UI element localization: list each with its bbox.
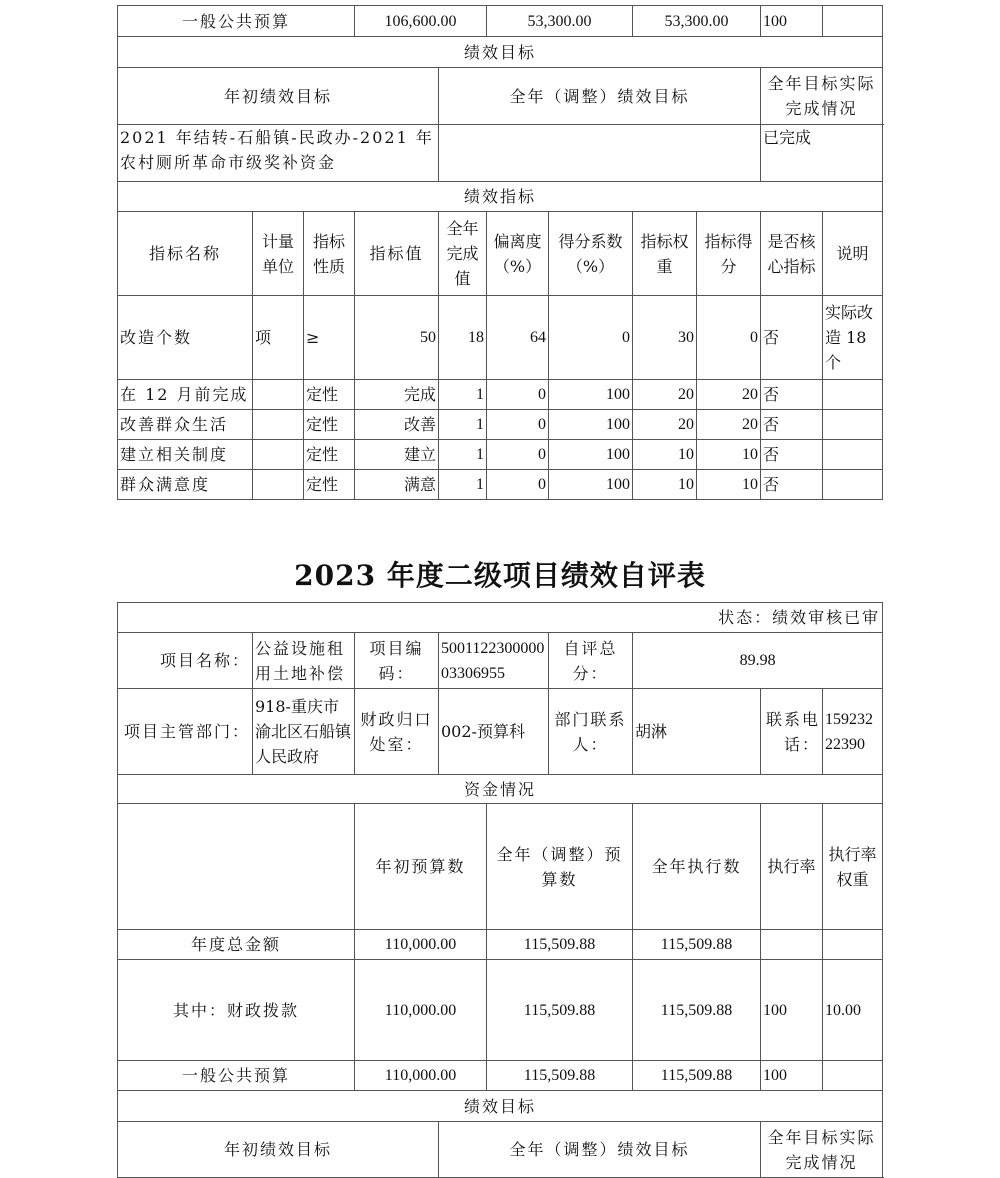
funds-row-label: 年度总金额	[118, 930, 355, 960]
phone: 15923222390	[823, 689, 883, 775]
funds-row-label: 一般公共预算	[118, 1061, 355, 1091]
indicator-header-name: 指标名称	[118, 212, 253, 296]
funds-header-adjusted: 全年（调整）预算数	[487, 804, 633, 930]
indicator-deviation: 64	[487, 296, 549, 380]
indicator-name: 在 12 月前完成	[118, 380, 253, 410]
indicator-header-row	[118, 212, 883, 296]
perf-goal-title: 绩效目标	[118, 37, 883, 68]
indicator-header-weight: 指标权重	[633, 212, 697, 296]
contact: 胡淋	[633, 689, 761, 775]
indicator-nature: 定性	[304, 410, 355, 440]
perf-goal-title-2: 绩效目标	[118, 1091, 883, 1122]
budget-rate: 100	[761, 6, 823, 37]
indicator-header-value: 指标值	[355, 212, 439, 296]
contact-label: 部门联系人：	[549, 689, 633, 775]
project-name-label: 项目名称：	[118, 633, 253, 689]
indicator-name: 改善群众生活	[118, 410, 253, 440]
indicator-unit	[253, 470, 304, 500]
funds-weight	[823, 1061, 883, 1091]
funds-weight: 10.00	[823, 960, 883, 1061]
status-text: 状态：绩效审核已审	[118, 603, 883, 633]
goal-header-row-2	[118, 1122, 883, 1178]
indicator-coef: 100	[549, 440, 633, 470]
funds-executed: 115,509.88	[633, 960, 761, 1061]
goal-header-initial: 年初绩效目标	[118, 68, 439, 125]
indicator-actual: 1	[439, 470, 487, 500]
funds-row	[118, 960, 883, 1061]
indicator-coef: 0	[549, 296, 633, 380]
indicator-core: 否	[761, 470, 823, 500]
funds-initial: 110,000.00	[355, 930, 487, 960]
indicator-deviation: 0	[487, 380, 549, 410]
goal-header-adjusted-2: 全年（调整）绩效目标	[439, 1122, 761, 1178]
phone-label: 联系电话：	[761, 689, 823, 775]
indicator-score: 10	[697, 470, 761, 500]
funds-header-executed: 全年执行数	[633, 804, 761, 930]
budget-weight	[823, 6, 883, 37]
indicator-header-note: 说明	[823, 212, 883, 296]
indicator-actual: 1	[439, 380, 487, 410]
indicator-unit	[253, 380, 304, 410]
funds-executed: 115,509.88	[633, 1061, 761, 1091]
budget-executed: 53,300.00	[633, 6, 761, 37]
indicator-core: 否	[761, 440, 823, 470]
indicator-value: 50	[355, 296, 439, 380]
funds-header-row	[118, 804, 883, 930]
indicator-name: 群众满意度	[118, 470, 253, 500]
goal-header-actual-2: 全年目标实际完成情况	[761, 1122, 883, 1178]
indicator-header-unit: 计量单位	[253, 212, 304, 296]
funds-title: 资金情况	[118, 775, 883, 804]
indicator-value: 建立	[355, 440, 439, 470]
indicator-coef: 100	[549, 410, 633, 440]
indicator-header-deviation: 偏离度（%）	[487, 212, 549, 296]
goal-actual: 已完成	[761, 125, 883, 182]
indicator-score: 20	[697, 410, 761, 440]
funds-header-initial: 年初预算数	[355, 804, 487, 930]
budget-adjusted: 53,300.00	[487, 6, 633, 37]
goal-adjusted	[439, 125, 761, 182]
funds-initial: 110,000.00	[355, 1061, 487, 1091]
indicator-nature: 定性	[304, 470, 355, 500]
indicator-value: 改善	[355, 410, 439, 440]
indicator-value: 完成	[355, 380, 439, 410]
indicator-name: 建立相关制度	[118, 440, 253, 470]
finance: 002-预算科	[439, 689, 549, 775]
indicator-header-nature: 指标性质	[304, 212, 355, 296]
self-score: 89.98	[633, 633, 883, 689]
indicator-coef: 100	[549, 470, 633, 500]
indicator-nature: 定性	[304, 440, 355, 470]
indicator-header-core: 是否核心指标	[761, 212, 823, 296]
budget-row	[118, 6, 883, 37]
goal-header-adjusted: 全年（调整）绩效目标	[439, 68, 761, 125]
self-score-label: 自评总分：	[549, 633, 633, 689]
indicator-value: 满意	[355, 470, 439, 500]
dept: 918-重庆市渝北区石船镇人民政府	[253, 689, 355, 775]
indicator-header-actual: 全年完成值	[439, 212, 487, 296]
indicator-actual: 1	[439, 440, 487, 470]
project-info-row	[118, 633, 883, 689]
indicator-deviation: 0	[487, 410, 549, 440]
page-title: 2023 年度二级项目绩效自评表	[294, 559, 706, 592]
indicator-nature: ≥	[304, 296, 355, 380]
funds-rate	[761, 930, 823, 960]
indicator-row	[118, 380, 883, 410]
indicator-nature: 定性	[304, 380, 355, 410]
dept-label: 项目主管部门：	[118, 689, 253, 775]
funds-header-rate: 执行率	[761, 804, 823, 930]
funds-row	[118, 1061, 883, 1091]
indicator-core: 否	[761, 410, 823, 440]
indicator-note	[823, 380, 883, 410]
indicator-core: 否	[761, 380, 823, 410]
indicator-weight: 20	[633, 410, 697, 440]
indicator-header-score: 指标得分	[697, 212, 761, 296]
indicator-weight: 20	[633, 380, 697, 410]
indicator-deviation: 0	[487, 470, 549, 500]
funds-executed: 115,509.88	[633, 930, 761, 960]
funds-row-label: 其中：财政拨款	[118, 960, 355, 1061]
funds-weight	[823, 930, 883, 960]
funds-header-weight: 执行率权重	[823, 804, 883, 930]
funds-rate: 100	[761, 960, 823, 1061]
project-code: 500112230000003306955	[439, 633, 549, 689]
indicator-score: 0	[697, 296, 761, 380]
budget-initial: 106,600.00	[355, 6, 487, 37]
performance-table-2023	[117, 602, 883, 1178]
indicator-weight: 10	[633, 470, 697, 500]
funds-header-blank	[118, 804, 355, 930]
indicator-unit	[253, 410, 304, 440]
funds-row	[118, 930, 883, 960]
indicator-row	[118, 296, 883, 380]
funds-rate: 100	[761, 1061, 823, 1091]
indicator-weight: 30	[633, 296, 697, 380]
indicator-row	[118, 470, 883, 500]
goal-row	[118, 125, 883, 182]
goal-header-initial-2: 年初绩效目标	[118, 1122, 439, 1178]
indicator-actual: 18	[439, 296, 487, 380]
indicator-weight: 10	[633, 440, 697, 470]
indicator-core: 否	[761, 296, 823, 380]
budget-row-label: 一般公共预算	[118, 6, 355, 37]
indicator-unit: 项	[253, 296, 304, 380]
indicator-name: 改造个数	[118, 296, 253, 380]
department-row	[118, 689, 883, 775]
indicator-actual: 1	[439, 410, 487, 440]
indicator-unit	[253, 440, 304, 470]
indicator-score: 20	[697, 380, 761, 410]
indicator-note	[823, 470, 883, 500]
funds-adjusted: 115,509.88	[487, 930, 633, 960]
goal-initial: 2021 年结转-石船镇-民政办-2021 年农村厕所革命市级奖补资金	[118, 125, 439, 182]
funds-adjusted: 115,509.88	[487, 1061, 633, 1091]
indicator-title: 绩效指标	[118, 182, 883, 212]
indicator-coef: 100	[549, 380, 633, 410]
indicator-deviation: 0	[487, 440, 549, 470]
finance-label: 财政归口处室：	[355, 689, 439, 775]
indicator-note: 实际改造 18 个	[823, 296, 883, 380]
indicator-row	[118, 410, 883, 440]
performance-table-2021	[117, 5, 883, 500]
goal-header-actual: 全年目标实际完成情况	[761, 68, 883, 125]
indicator-score: 10	[697, 440, 761, 470]
project-code-label: 项目编码：	[355, 633, 439, 689]
indicator-note	[823, 440, 883, 470]
goal-header-row	[118, 68, 883, 125]
indicator-row	[118, 440, 883, 470]
funds-initial: 110,000.00	[355, 960, 487, 1061]
project-name: 公益设施租用土地补偿	[253, 633, 355, 689]
funds-adjusted: 115,509.88	[487, 960, 633, 1061]
indicator-note	[823, 410, 883, 440]
indicator-header-coef: 得分系数（%）	[549, 212, 633, 296]
